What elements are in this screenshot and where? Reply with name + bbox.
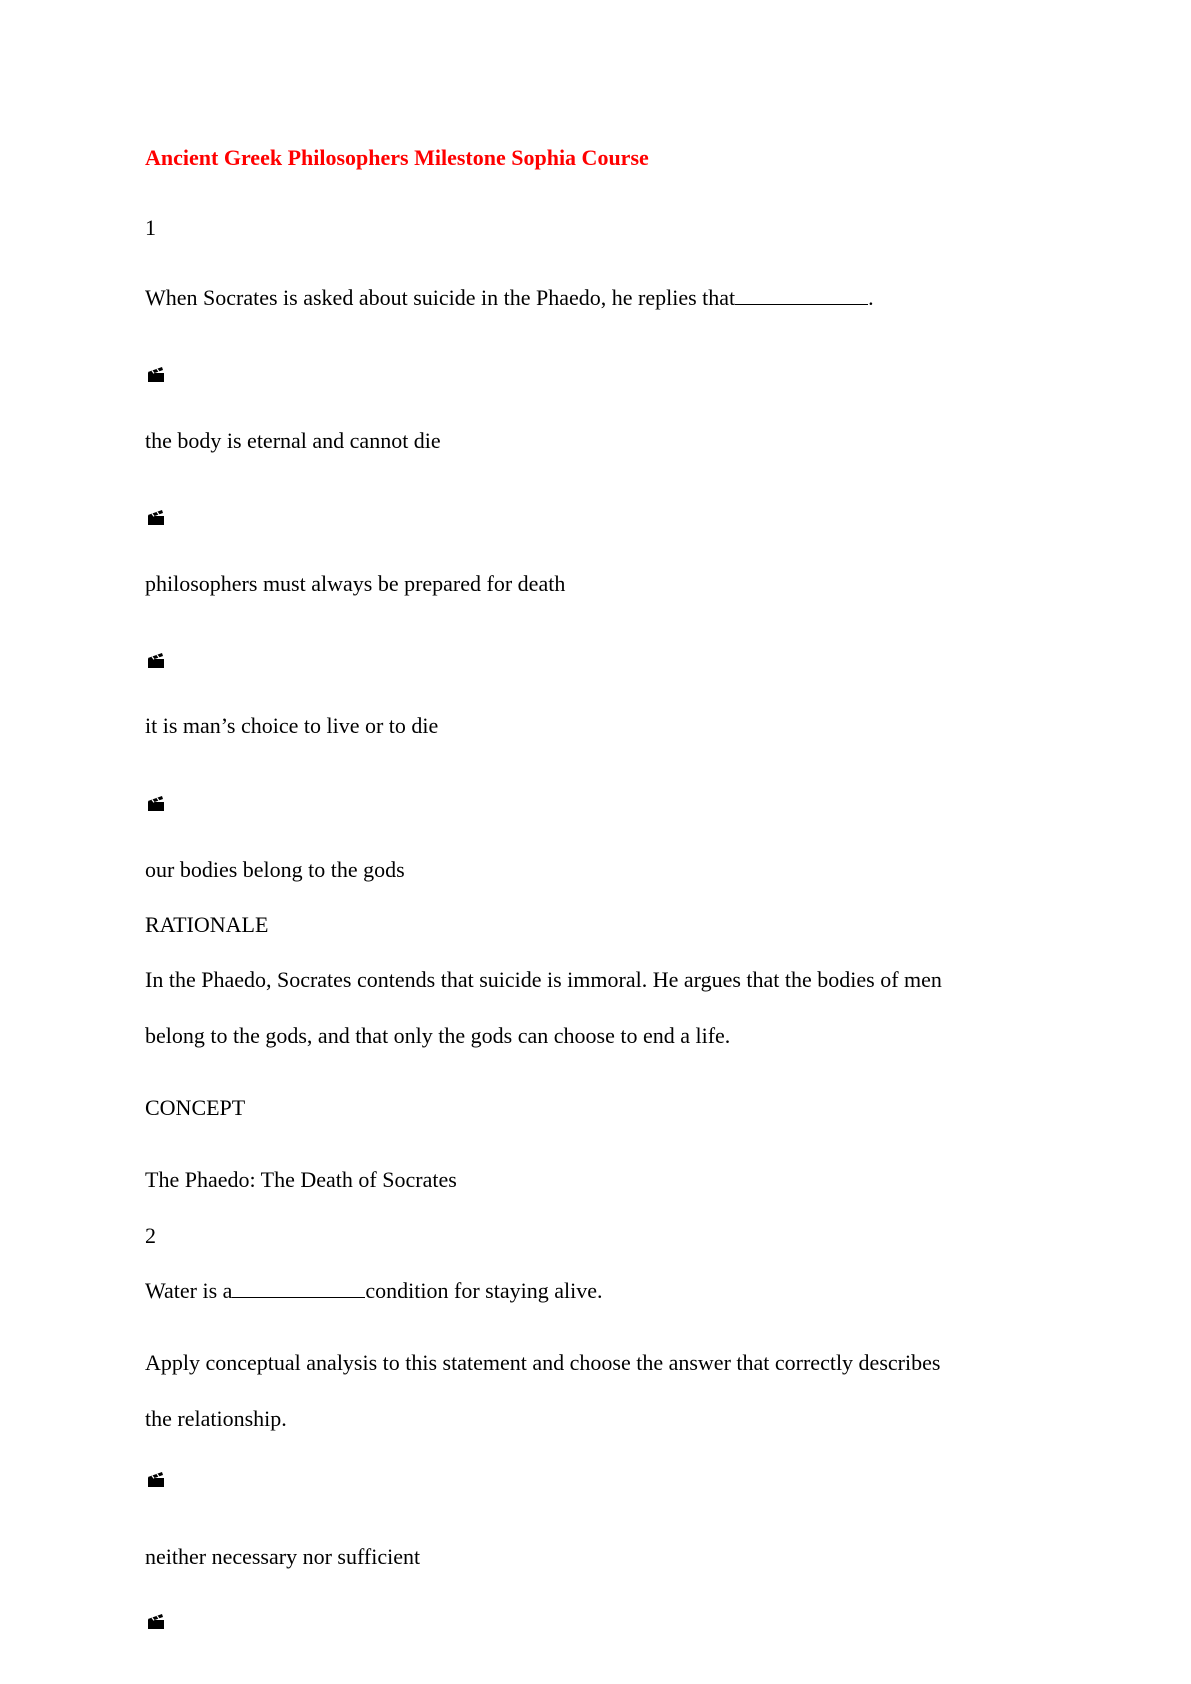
- answer-blank: [232, 1279, 365, 1298]
- rationale-text-line-2: belong to the gods, and that only the gods can choose to end a life.: [145, 1023, 731, 1048]
- concept-text: The Phaedo: The Death of Socrates: [145, 1167, 457, 1192]
- clapperboard-icon: [147, 367, 165, 383]
- question-2-instruction-line-2: the relationship.: [145, 1406, 287, 1431]
- question-2-instruction-line-1: Apply conceptual analysis to this statement and choose the answer that correctly describes: [145, 1350, 941, 1375]
- question-1-option-1[interactable]: the body is eternal and cannot die: [145, 428, 441, 453]
- clapperboard-icon: [147, 796, 165, 812]
- document-title: Ancient Greek Philosophers Milestone Sophia Course: [145, 145, 649, 170]
- question-1-option-2[interactable]: philosophers must always be prepared for death: [145, 571, 566, 596]
- clapperboard-icon: [147, 510, 165, 526]
- question-2-option-1[interactable]: neither necessary nor sufficient: [145, 1544, 421, 1569]
- rationale-text-line-1: In the Phaedo, Socrates contends that suicide is immoral. He argues that the bodies of men: [145, 967, 942, 992]
- question-1-prompt-text: When Socrates is asked about suicide in the Phaedo, he replies that: [145, 285, 736, 310]
- question-2-prompt-end: condition for staying alive.: [365, 1278, 603, 1303]
- concept-heading: CONCEPT: [145, 1095, 246, 1120]
- question-1-option-3[interactable]: it is man’s choice to live or to die: [145, 713, 439, 738]
- question-2-number: 2: [145, 1223, 156, 1248]
- clapperboard-icon: [147, 1472, 165, 1488]
- question-1-number: 1: [145, 215, 156, 240]
- question-1-prompt: [145, 284, 874, 312]
- clapperboard-icon: [147, 653, 165, 669]
- question-2-prompt-text: Water is a: [145, 1278, 233, 1303]
- answer-blank: [735, 286, 868, 305]
- rationale-heading: RATIONALE: [145, 912, 269, 937]
- question-1-prompt-end: .: [868, 285, 874, 310]
- question-2-prompt: [145, 1277, 602, 1305]
- question-1-option-4[interactable]: our bodies belong to the gods: [145, 857, 405, 882]
- clapperboard-icon: [147, 1614, 165, 1630]
